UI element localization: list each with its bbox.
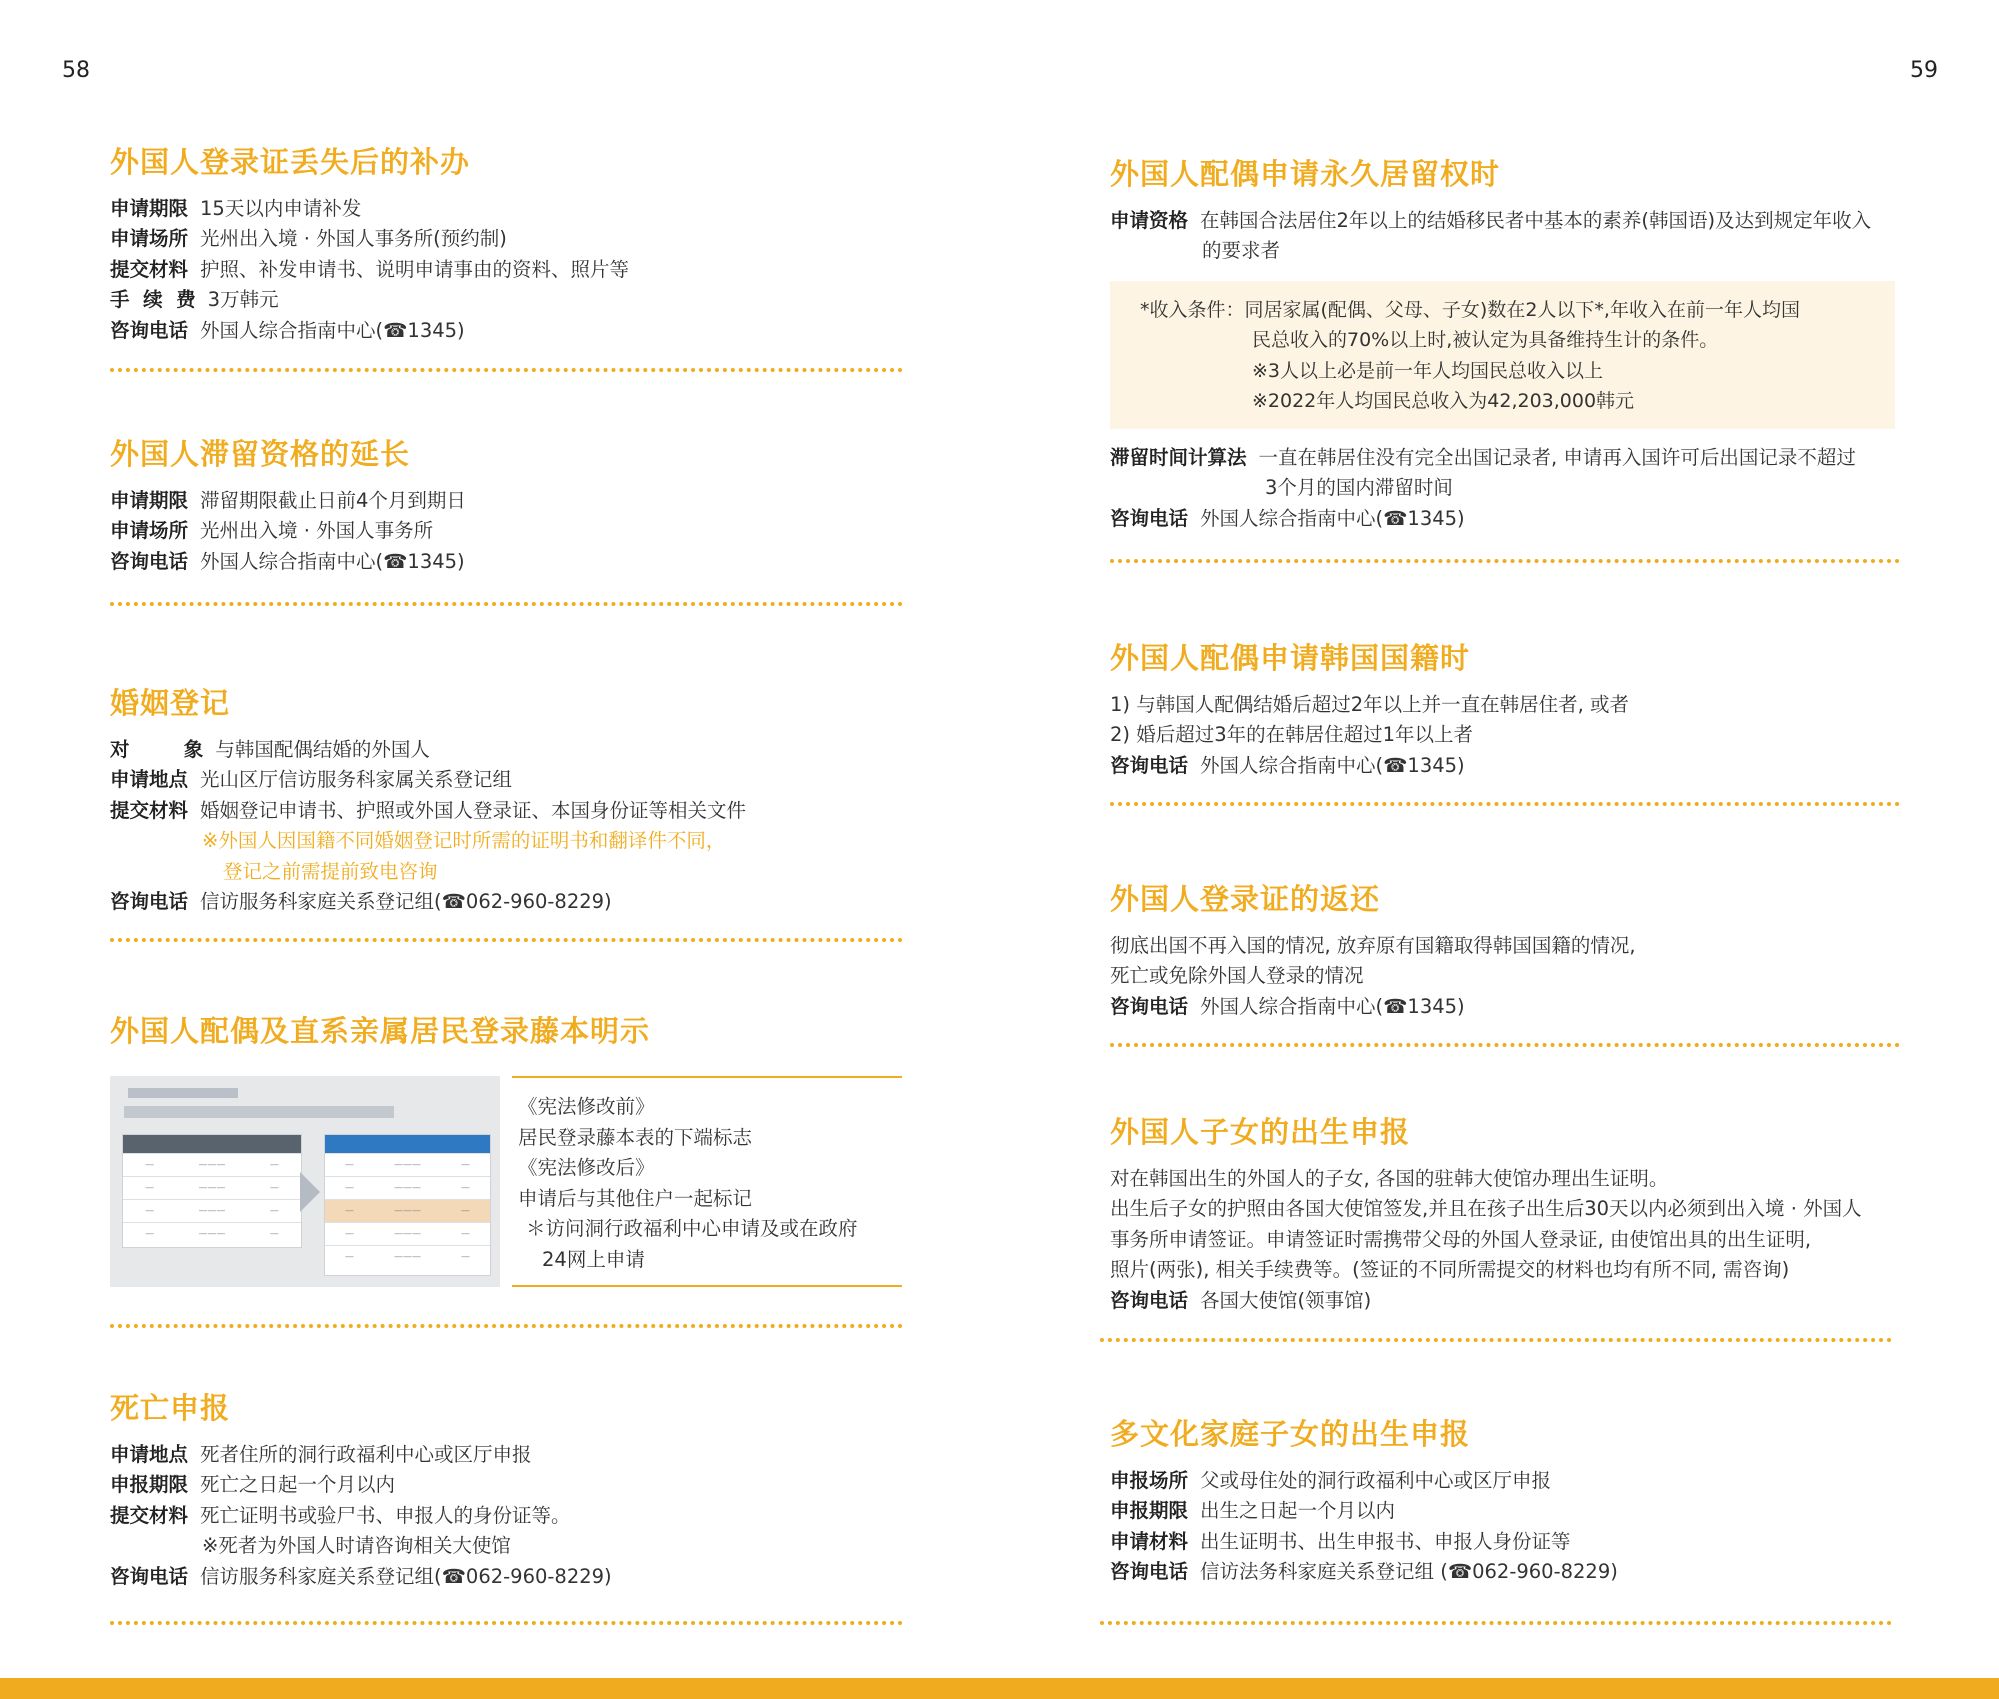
description-line: 居民登录藤本表的下端标志 xyxy=(518,1125,753,1149)
field-value: 一直在韩居住没有完全出国记录者, 申请再入国许可后出国记录不超过 xyxy=(1258,445,1856,469)
section-title: 外国人登录证的返还 xyxy=(1110,882,1381,916)
page-number-left: 58 xyxy=(62,58,90,83)
section-naturalization xyxy=(1110,641,1895,781)
field-value: 滞留期限截止日前4个月到期日 xyxy=(200,488,466,512)
section-lost-registration-card xyxy=(110,145,910,346)
field-value: 各国大使馆(领事馆) xyxy=(1200,1288,1372,1312)
registry-table-before: — ——— — — ——— — — ——— — — ——— — xyxy=(122,1134,302,1248)
field-label: 申请期限 xyxy=(110,196,189,220)
dotted-divider xyxy=(110,368,903,372)
description-line: 对在韩国出生的外国人的子女, 各国的驻韩大使馆办理出生证明。 xyxy=(1110,1166,1669,1190)
dotted-divider xyxy=(1100,1338,1892,1342)
dotted-divider xyxy=(1110,802,1900,806)
field-value: 外国人综合指南中心(☎1345) xyxy=(1200,994,1465,1018)
section-title: 死亡申报 xyxy=(110,1391,231,1425)
note-text: ※死者为外国人时请咨询相关大使馆 xyxy=(202,1534,511,1558)
income-line: ※2022年人均国民总收入为42,203,000韩元 xyxy=(1252,390,1635,413)
field-value: 外国人综合指南中心(☎1345) xyxy=(200,318,465,342)
field-value: 在韩国合法居住2年以上的结婚移民者中基本的素养(韩国语)及达到规定年收入 xyxy=(1200,208,1872,232)
field-value: 信访法务科家庭关系登记组 (☎062-960-8229) xyxy=(1200,1560,1618,1584)
bottom-accent-bar xyxy=(0,1678,1999,1699)
income-line: ※3人以上必是前一年人均国民总收入以上 xyxy=(1252,359,1604,382)
income-condition-box xyxy=(1110,281,1895,429)
note-text: ※外国人因国籍不同婚姻登记时所需的证明书和翻译件不同， xyxy=(202,829,726,853)
dotted-divider xyxy=(1110,559,1900,563)
field-label: 申报期限 xyxy=(1110,1499,1189,1523)
field-value: 出生之日起一个月以内 xyxy=(1200,1499,1396,1523)
dotted-divider xyxy=(1100,1621,1892,1625)
field-label: 咨询电话 xyxy=(110,890,189,914)
income-line: 民总收入的70%以上时,被认定为具备维持生计的条件。 xyxy=(1252,329,1719,352)
section-multicultural-child-birth xyxy=(1110,1417,1895,1588)
chevron-right-icon xyxy=(300,1172,320,1212)
description-line: 24网上申请 xyxy=(542,1247,645,1271)
dotted-divider xyxy=(110,1324,903,1328)
condition-line: 彻底出国不再入国的情况, 放弃原有国籍取得韩国国籍的情况, xyxy=(1110,933,1636,957)
field-label: 咨询电话 xyxy=(1110,506,1189,530)
description-line: 《宪法修改前》 xyxy=(518,1095,655,1118)
section-resident-registry-display xyxy=(110,1014,910,1063)
field-value: 光州出入境 · 外国人事务所(预约制) xyxy=(200,227,507,251)
field-label: 滞留时间计算法 xyxy=(1110,445,1247,469)
description-line: 出生后子女的护照由各国大使馆签发,并且在孩子出生后30天以内必须到出入境 · 外国人 xyxy=(1110,1197,1862,1221)
field-label: 提交材料 xyxy=(110,257,189,281)
field-label: 咨询电话 xyxy=(110,318,189,342)
field-label: 申请地点 xyxy=(110,1442,189,1466)
field-label: 对 象 xyxy=(110,737,204,761)
description-line: 《宪法修改后》 xyxy=(518,1156,655,1179)
description-line: ＊访问洞行政福利中心申请及或在政府 xyxy=(526,1217,858,1240)
page-number-right: 59 xyxy=(1910,58,1938,83)
note-text: 登记之前需提前致电咨询 xyxy=(223,859,438,883)
field-label: 手 续 费 xyxy=(110,288,196,312)
dotted-divider xyxy=(110,602,903,606)
section-title: 外国人登录证丢失后的补办 xyxy=(110,145,471,179)
field-label: 咨询电话 xyxy=(1110,753,1189,777)
field-value: 信访服务科家庭关系登记组(☎062-960-8229) xyxy=(200,1564,612,1588)
field-value: 死者住所的洞行政福利中心或区厅申报 xyxy=(200,1442,532,1466)
section-death-report xyxy=(110,1391,910,1592)
field-label: 申请期限 xyxy=(110,488,189,512)
registry-comparison-image xyxy=(110,1076,500,1287)
field-label: 申请地点 xyxy=(110,768,189,792)
section-title: 外国人配偶及直系亲属居民登录藤本明示 xyxy=(110,1014,651,1048)
section-title: 婚姻登记 xyxy=(110,686,231,720)
field-label: 申报场所 xyxy=(1110,1468,1189,1492)
section-registration-card-return xyxy=(1110,882,1895,1022)
field-label: 咨询电话 xyxy=(1110,1288,1189,1312)
field-label: 申请场所 xyxy=(110,227,189,251)
section-permanent-residency xyxy=(1110,157,1895,534)
condition-line: 死亡或免除外国人登录的情况 xyxy=(1110,964,1364,988)
income-line: *收入条件：同居家属(配偶、父母、子女)数在2人以下*,年收入在前一年人均国 xyxy=(1140,298,1800,321)
condition-line: 1) 与韩国人配偶结婚后超过2年以上并一直在韩居住者, 或者 xyxy=(1110,692,1630,716)
field-value: 外国人综合指南中心(☎1345) xyxy=(200,549,465,573)
field-value: 3万韩元 xyxy=(207,288,279,312)
field-value: 父或母住处的洞行政福利中心或区厅申报 xyxy=(1200,1468,1552,1492)
section-foreign-child-birth xyxy=(1110,1115,1895,1316)
field-value: 15天以内申请补发 xyxy=(200,196,362,220)
field-label: 提交材料 xyxy=(110,798,189,822)
field-label: 咨询电话 xyxy=(1110,994,1189,1018)
condition-line: 2) 婚后超过3年的在韩居住超过1年以上者 xyxy=(1110,723,1474,747)
field-label: 申报期限 xyxy=(110,1473,189,1497)
field-label: 咨询电话 xyxy=(110,1564,189,1588)
field-value-cont: 的要求者 xyxy=(1202,239,1281,263)
field-value: 护照、补发申请书、说明申请事由的资料、照片等 xyxy=(200,257,630,281)
field-value: 信访服务科家庭关系登记组(☎062-960-8229) xyxy=(200,890,612,914)
field-label: 咨询电话 xyxy=(110,549,189,573)
field-value: 死亡证明书或验尸书、申报人的身份证等。 xyxy=(200,1503,571,1527)
description-line: 事务所申请签证。申请签证时需携带父母的外国人登录证, 由使馆出具的出生证明, xyxy=(1110,1227,1812,1251)
dotted-divider xyxy=(110,1621,903,1625)
field-label: 申请资格 xyxy=(1110,208,1189,232)
field-label: 申请材料 xyxy=(1110,1529,1189,1553)
section-title: 外国人配偶申请韩国国籍时 xyxy=(1110,641,1471,675)
field-value: 婚姻登记申请书、护照或外国人登录证、本国身份证等相关文件 xyxy=(200,798,747,822)
description-line: 申请后与其他住户一起标记 xyxy=(518,1186,753,1210)
field-value: 与韩国配偶结婚的外国人 xyxy=(215,737,430,761)
field-value: 出生证明书、出生申报书、申报人身份证等 xyxy=(1200,1529,1571,1553)
field-value-cont: 3个月的国内滞留时间 xyxy=(1265,476,1453,500)
registry-table-after: — ——— — — ——— — — ——— — — ——— — — ——— — xyxy=(324,1134,491,1276)
field-label: 提交材料 xyxy=(110,1503,189,1527)
field-value: 光山区厅信访服务科家属关系登记组 xyxy=(200,768,513,792)
section-title: 外国人子女的出生申报 xyxy=(1110,1115,1411,1149)
section-title: 外国人滞留资格的延长 xyxy=(110,437,411,471)
section-title: 外国人配偶申请永久居留权时 xyxy=(1110,157,1501,191)
dotted-divider xyxy=(1110,1043,1900,1047)
description-line: 照片(两张), 相关手续费等。(签证的不同所需提交的材料也均有所不同, 需咨询) xyxy=(1110,1258,1790,1282)
field-value: 死亡之日起一个月以内 xyxy=(200,1473,396,1497)
field-value: 外国人综合指南中心(☎1345) xyxy=(1200,753,1465,777)
field-value: 光州出入境 · 外国人事务所 xyxy=(200,519,434,543)
section-title: 多文化家庭子女的出生申报 xyxy=(1110,1417,1471,1451)
field-label: 申请场所 xyxy=(110,519,189,543)
field-label: 咨询电话 xyxy=(1110,1560,1189,1584)
section-marriage-registration xyxy=(110,686,910,918)
section-stay-extension xyxy=(110,437,910,577)
field-value: 外国人综合指南中心(☎1345) xyxy=(1200,506,1465,530)
dotted-divider xyxy=(110,938,903,942)
registry-description xyxy=(512,1076,902,1287)
